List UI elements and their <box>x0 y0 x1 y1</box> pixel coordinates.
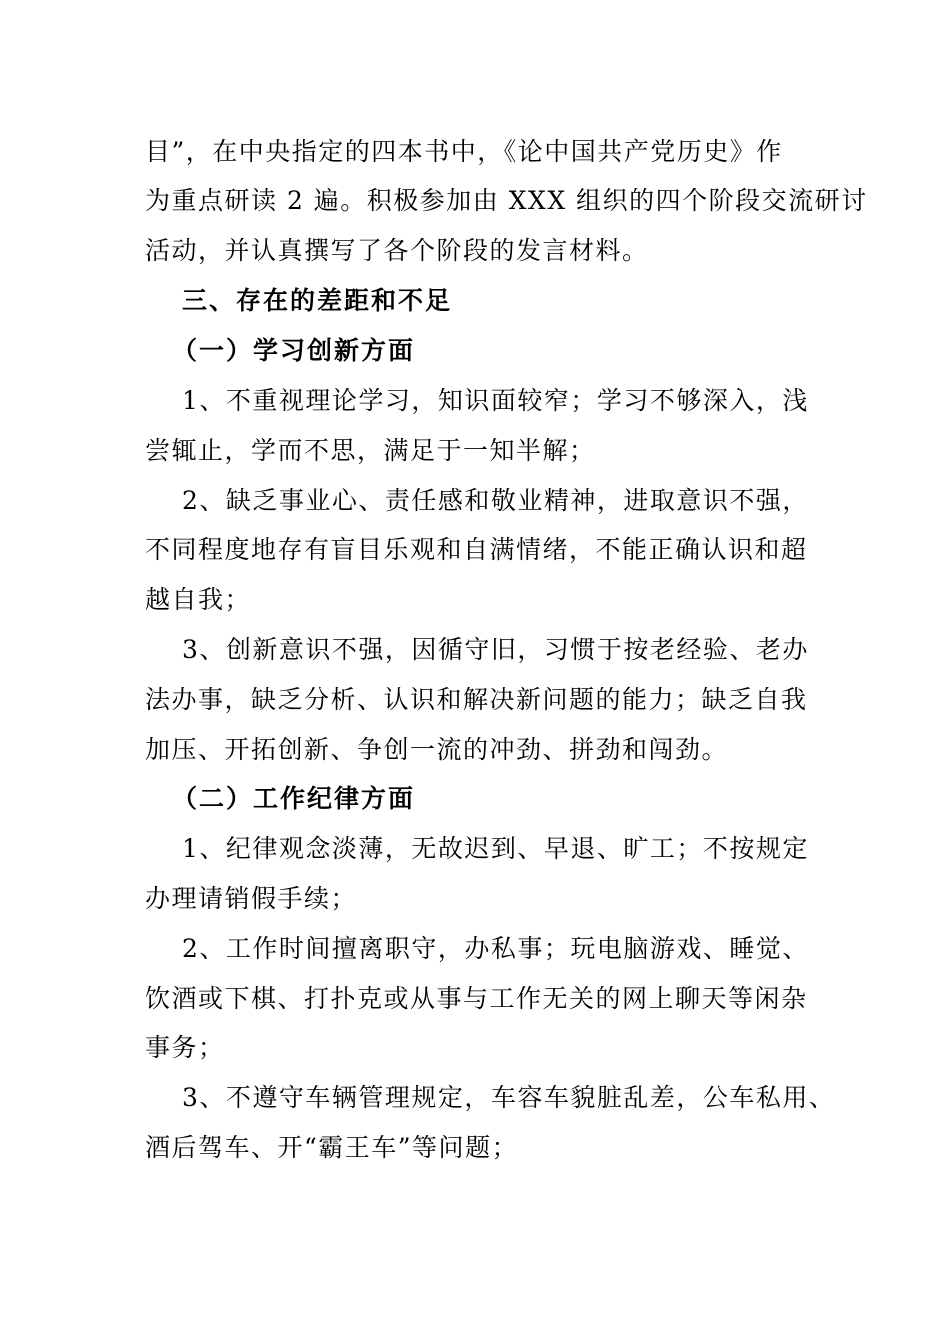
list-item-text: 1、不重视理论学习，知识面较窄；学习不够深入，浅 <box>182 386 809 415</box>
list-item-text: 3、不遵守车辆管理规定，车容车貌脏乱差，公车私用、 <box>182 1083 836 1112</box>
body-text-line: 尝辄止，学而不思，满足于一知半解； <box>145 436 596 465</box>
body-text-line: 酒后驾车、开“霸王车”等问题； <box>145 1133 519 1162</box>
list-item-text: 2、工作时间擅离职守，办私事；玩电脑游戏、睡觉、 <box>182 934 809 963</box>
section-heading: 三、存在的差距和不足 <box>182 286 453 315</box>
body-text-line: 法办事，缺乏分析、认识和解决新问题的能力；缺乏自我 <box>145 685 808 714</box>
body-text-line: 目”，在中央指定的四本书中，《论中国共产党历史》作 <box>145 137 783 166</box>
subsection-heading: （二）工作纪律方面 <box>172 784 416 813</box>
body-text-line: 不同程度地存有盲目乐观和自满情绪，不能正确认识和超 <box>145 535 808 564</box>
body-text-line: 加压、开拓创新、争创一流的冲劲、拼劲和闯劲。 <box>145 735 729 764</box>
body-text-line: 越自我； <box>145 585 252 614</box>
body-text-line: 活动，并认真撰写了各个阶段的发言材料。 <box>145 236 649 265</box>
body-text-line: 饮酒或下棋、打扑克或从事与工作无关的网上聊天等闲杂 <box>145 984 808 1013</box>
body-text-line: 为重点研读 2 遍。积极参加由 XXX 组织的四个阶段交流研讨 <box>145 186 868 215</box>
body-text-line: 办理请销假手续； <box>145 884 358 913</box>
body-text-line: 事务； <box>145 1033 225 1062</box>
list-item-text: 2、缺乏事业心、责任感和敬业精神，进取意识不强， <box>182 486 809 515</box>
list-item-text: 1、纪律观念淡薄，无故迟到、早退、旷工；不按规定 <box>182 834 809 863</box>
list-item-text: 3、创新意识不强，因循守旧，习惯于按老经验、老办 <box>182 635 809 664</box>
subsection-heading: （一）学习创新方面 <box>172 336 416 365</box>
